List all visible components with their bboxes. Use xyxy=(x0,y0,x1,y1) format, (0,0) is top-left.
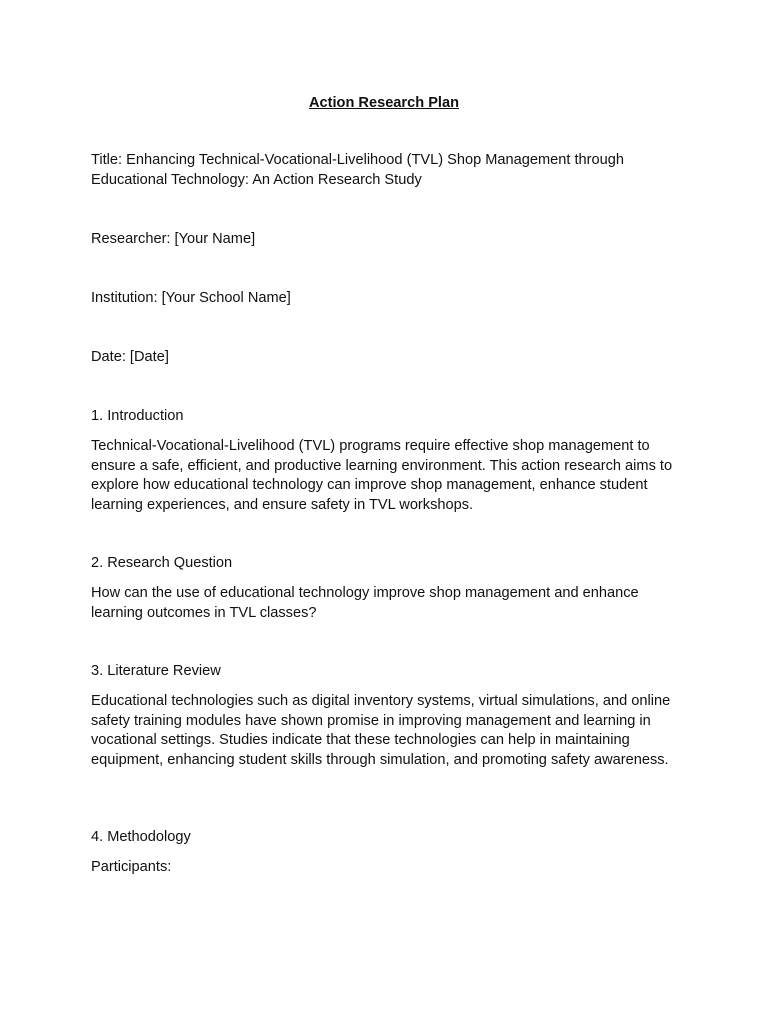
researcher-text: Researcher: [Your Name] xyxy=(91,231,256,247)
section-introduction-body xyxy=(91,437,691,515)
section-heading: 4. Methodology xyxy=(91,829,191,845)
document-title: Action Research Plan xyxy=(308,95,460,111)
section-research-question-heading xyxy=(91,554,691,574)
section-literature-review-heading xyxy=(91,662,691,682)
researcher-line xyxy=(91,230,691,250)
section-literature-review-body xyxy=(91,692,691,770)
section-body: Technical-Vocational-Livelihood (TVL) programs require effective shop management to ensure a safe, efficient, and productive learning environment. This action research aims to explore how educational technology can improve shop management, enhance student learning experiences, and ensure safety in TVL workshops. xyxy=(91,438,673,513)
section-methodology-heading xyxy=(91,828,691,848)
section-methodology-body xyxy=(91,858,691,878)
section-research-question-body xyxy=(91,584,691,623)
institution-line xyxy=(91,289,691,309)
section-heading: 1. Introduction xyxy=(91,408,184,424)
study-title xyxy=(91,151,691,190)
section-body: Participants: xyxy=(91,859,172,875)
section-heading: 3. Literature Review xyxy=(91,663,221,679)
institution-text: Institution: [Your School Name] xyxy=(91,290,291,306)
section-body: Educational technologies such as digital inventory systems, virtual simulations, and online safety training modules have shown promise in improving management and learning in vocational settings. Studies indicate that these technologies can help in maintaining equipment, enhancing student skills through simulation, and promoting safety awareness. xyxy=(91,693,671,768)
date-text: Date: [Date] xyxy=(91,349,169,365)
date-line xyxy=(91,348,691,368)
section-heading: 2. Research Question xyxy=(91,555,233,571)
section-body: How can the use of educational technology improve shop management and enhance learning outcomes in TVL classes? xyxy=(91,585,639,621)
section-introduction-heading xyxy=(91,407,691,427)
study-title-text: Title: Enhancing Technical-Vocational-Livelihood (TVL) Shop Management through Educational Technology: An Action Research Study xyxy=(91,152,624,188)
